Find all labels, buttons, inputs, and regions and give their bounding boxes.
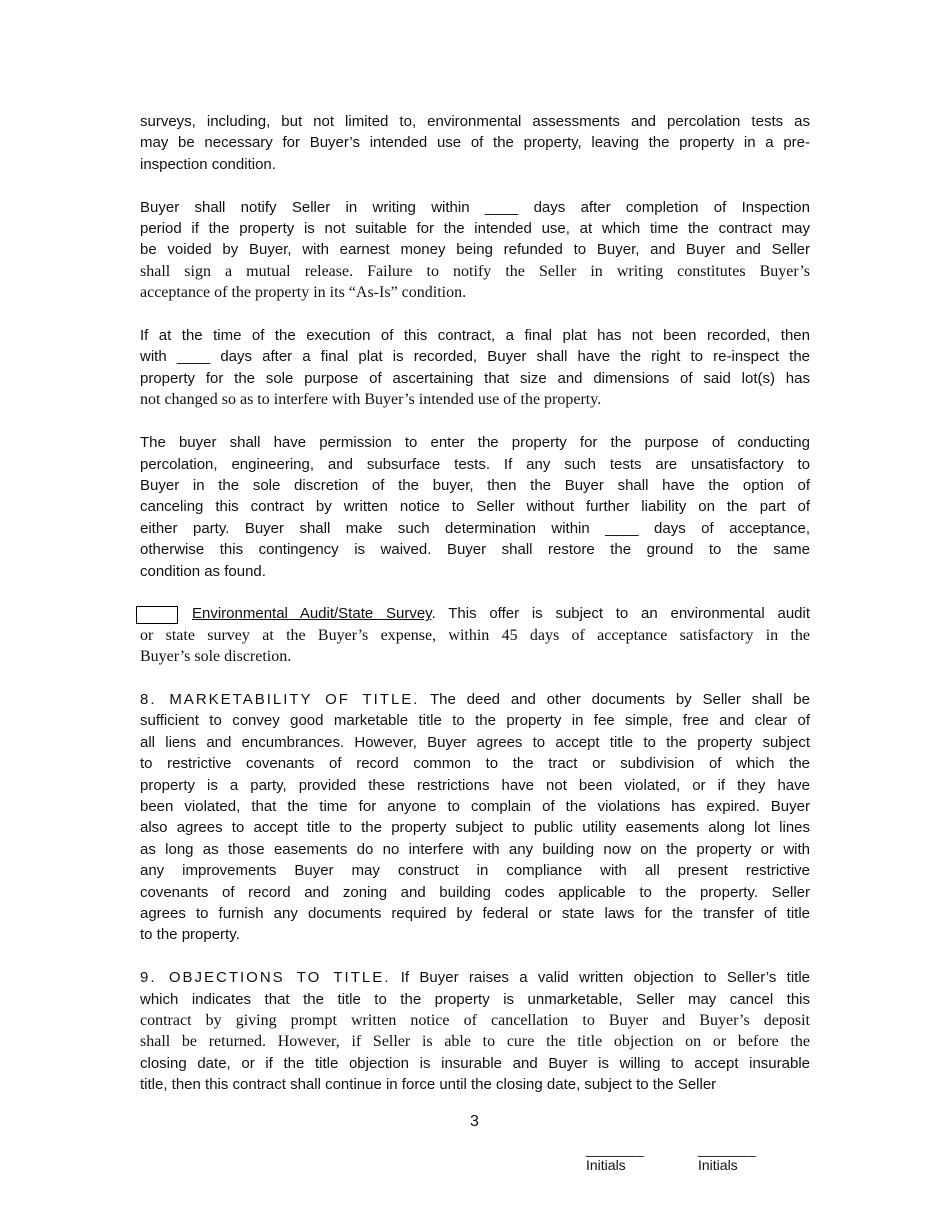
text-line: condition as found. (140, 562, 266, 580)
text-line: to restrictive covenants of record common to the tract or subdivision of which the (140, 755, 810, 773)
text-line: inspection condition. (140, 155, 276, 173)
text-line: may be necessary for Buyer’s intended use of the property, leaving the property in a pre- (140, 134, 810, 152)
section-8-heading: 8. MARKETABILITY OF TITLE. (140, 690, 420, 708)
text-line: property for the sole purpose of ascertaining that size and dimensions of said lot(s) has (140, 369, 810, 387)
text-line: not changed so as to interfere with Buyer’s intended use of the property. (140, 391, 602, 409)
text-line: also agrees to accept title to the property subject to public utility easements along lot lines (140, 819, 810, 837)
text-line: surveys, including, but not limited to, environmental assessments and percolation tests as (140, 113, 810, 130)
text-line: closing date, or if the title objection is insurable and Buyer is willing to accept insurable (140, 1054, 810, 1072)
text-line: to the property. (140, 926, 240, 944)
text-line: Buyer’s sole discretion. (140, 648, 292, 666)
text-line: canceling this contract by written notice to Seller without further liability on the part of (140, 498, 810, 516)
text-line: agrees to furnish any documents required by federal or state laws for the transfer of title (140, 905, 810, 923)
text-line: or state survey at the Buyer’s expense, within 45 days of acceptance satisfactory in the (140, 626, 810, 644)
text-line: Buyer shall notify Seller in writing within ____ days after completion of Inspection (140, 198, 810, 216)
section-9-objections: 9. OBJECTIONS TO TITLE. If Buyer raises a valid written objection to Seller’s title which indicates that the title to the property is unmarketable, Seller may cancel this contract by giving prompt written notice of cancellation to Buyer and Buyer’s deposit shall be returned. However, if Seller is able to cure the title objection on or before the closing date, or if the title objection is insurable and Buyer is willing to accept insurable title, then this contract shall continue in force until the closing date, subject to the Seller (140, 967, 810, 1095)
text-line: contract by giving prompt written notice of cancellation to Buyer and Buyer’s deposit (140, 1012, 810, 1030)
initials-label: Initials (698, 1157, 738, 1173)
text-line: shall be returned. However, if Seller is able to cure the title objection on or before the (140, 1033, 810, 1051)
initials-label: Initials (586, 1157, 626, 1173)
text-line: with ____ days after a final plat is recorded, Buyer shall have the right to re-inspect the (140, 348, 810, 366)
paragraph-surveys (140, 111, 810, 175)
paragraph-environmental-audit: Environmental Audit/State Survey. This offer is subject to an environmental audit or state survey at the Buyer’s expense, within 45 days of acceptance satisfactory in the Buyer’s sole discretion. (140, 603, 810, 667)
section-8-marketability: 8. MARKETABILITY OF TITLE. The deed and other documents by Seller shall be sufficient to convey good marketable title to the property in fee simple, free and clear of all liens and encumbrances. However, Buyer agrees to accept title to the property subject to restrictive covenants of record common to the tract or subdivision of which the property is a party, provided these restrictions have not been violated, or if they have been violated, that the time for anyone to complain of the violations has expired. Buyer also agrees to accept title to the property subject to public utility easements along lot lines as long as those easements do no interfere with any building now on the property or with any improvements Buyer may construct in compliance with all present restrictive covenants of record and zoning and building codes applicable to the property. Seller agrees to furnish any documents required by federal or state laws for the transfer of title to the property. (140, 689, 810, 946)
text-line: covenants of record and zoning and building codes applicable to the property. Seller (140, 883, 810, 901)
text-line: be voided by Buyer, with earnest money being refunded to Buyer, and Buyer and Seller (140, 241, 810, 259)
text-line: all liens and encumbrances. However, Buyer agrees to accept title to the property subject (140, 733, 810, 751)
text-line: as long as those easements do no interfere with any building now on the property or with (140, 840, 810, 858)
text-line: Buyer in the sole discretion of the buyer, then the Buyer shall have the option of (140, 476, 810, 494)
text-line: sufficient to convey good marketable title to the property in fee simple, free and clear of (140, 712, 810, 730)
text-line: either party. Buyer shall make such determination within ____ days of acceptance, (140, 519, 810, 537)
text-line: shall sign a mutual release. Failure to notify the Seller in writing constitutes Buyer’s (140, 262, 810, 280)
text-line: period if the property is not suitable for the intended use, at which time the contract may (140, 220, 810, 238)
text-line: acceptance of the property in its “As-Is” condition. (140, 284, 467, 302)
section-9-heading: 9. OBJECTIONS TO TITLE. (140, 969, 391, 987)
page-number: 3 (470, 1113, 479, 1130)
environmental-audit-title: Environmental Audit/State Survey (192, 605, 432, 623)
initials-field-buyer[interactable]: _______ Initials (586, 1141, 645, 1173)
text-line: title, then this contract shall continue in force until the closing date, subject to the Seller (140, 1076, 717, 1094)
text-line: If at the time of the execution of this contract, a final plat has not been recorded, then (140, 327, 810, 345)
text-line: percolation, engineering, and subsurface tests. If any such tests are unsatisfactory to (140, 455, 810, 473)
text-line: any improvements Buyer may construct in compliance with all present restrictive (140, 862, 810, 880)
paragraph-permission-to-enter (140, 432, 810, 582)
paragraph-notify-seller (140, 197, 810, 304)
text-line: otherwise this contingency is waived. Buyer shall restore the ground to the same (140, 541, 810, 559)
text-line: The buyer shall have permission to enter the property for the purpose of conducting (140, 434, 810, 452)
initials-field-seller[interactable]: _______ Initials (698, 1141, 757, 1173)
document-body (140, 111, 810, 1117)
text-line: property is a party, provided these restrictions have not been violated, or if they have (140, 776, 810, 794)
environmental-audit-checkbox[interactable] (136, 606, 178, 624)
text-line: which indicates that the title to the property is unmarketable, Seller may cancel this (140, 990, 810, 1008)
text-line: been violated, that the time for anyone to complain of the violations has expired. Buyer (140, 798, 810, 815)
paragraph-final-plat (140, 325, 810, 411)
